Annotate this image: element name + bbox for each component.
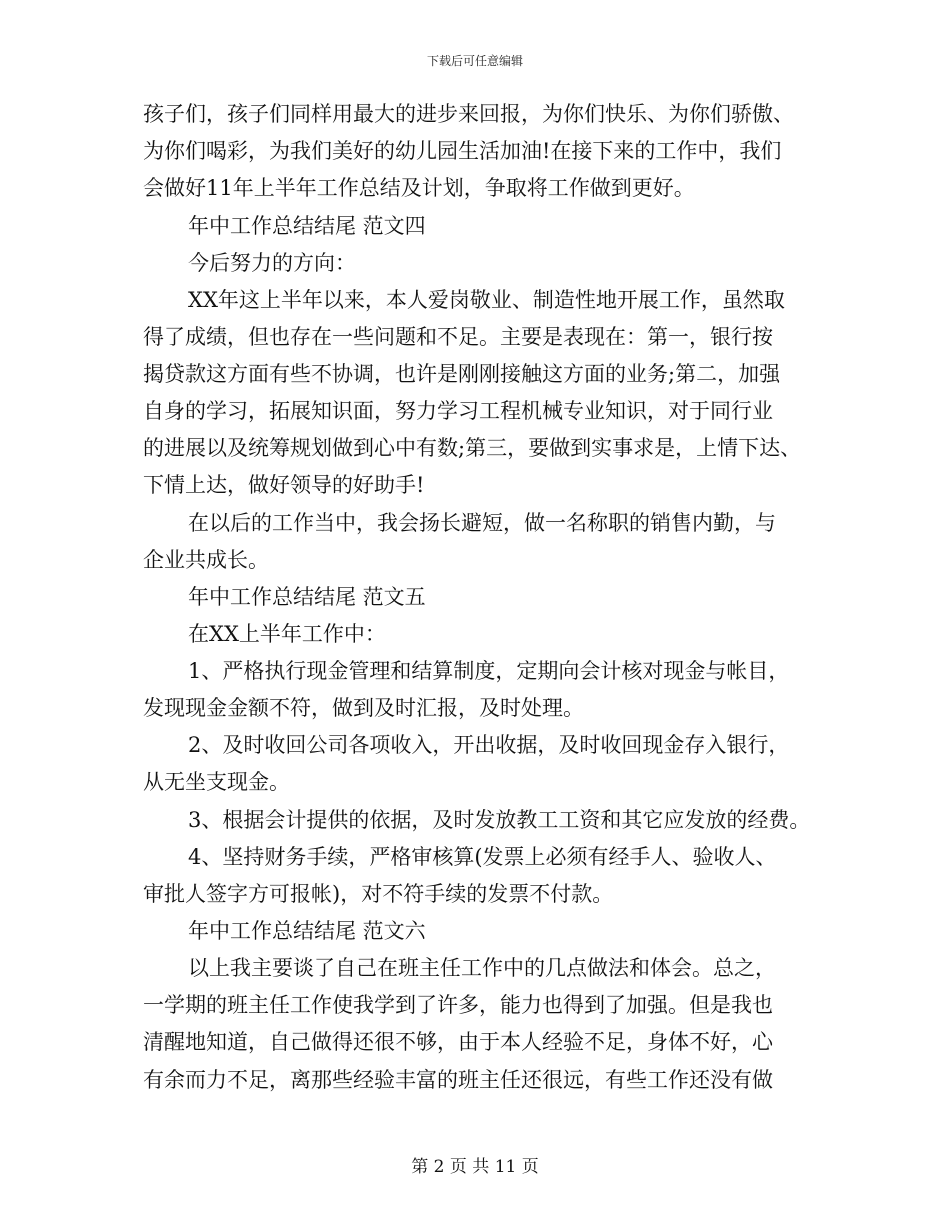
text-line: 的进展以及统筹规划做到心中有数;第三，要做到实事求是，上情下达、 (143, 436, 802, 460)
text-line: 今后努力的方向： (188, 251, 356, 275)
page-header: 下载后可任意编辑 (426, 54, 523, 68)
text-line: 从无坐支现金。 (143, 770, 290, 794)
list-item: 2、及时收回公司各项收入，开出收据，及时收回现金存入银行， (188, 733, 790, 757)
text-line: 在XX上半年工作中： (188, 622, 386, 646)
text-line: 以上我主要谈了自己在班主任工作中的几点做法和体会。总之， (188, 956, 776, 980)
list-item: 4、坚持财务手续，严格审核算(发票上必须有经手人、验收人、 (188, 845, 777, 869)
text-line: 发现现金金额不符，做到及时汇报，及时处理。 (143, 696, 584, 720)
list-item: 3、根据会计提供的依据，及时发放教工工资和其它应发放的经费。 (188, 808, 811, 832)
section-heading: 年中工作总结结尾 范文四 (188, 214, 426, 238)
text-line: 一学期的班主任工作使我学到了许多，能力也得到了加强。但是我也 (143, 993, 773, 1017)
section-heading: 年中工作总结结尾 范文五 (188, 585, 426, 609)
text-line: 为你们喝彩，为我们美好的幼儿园生活加油!在接下来的工作中，我们 (143, 139, 782, 163)
text-line: 孩子们，孩子们同样用最大的进步来回报，为你们快乐、为你们骄傲、 (143, 102, 794, 126)
text-line: 审批人签字方可报帐)，对不符手续的发票不付款。 (143, 882, 614, 906)
list-item: 1、严格执行现金管理和结算制度，定期向会计核对现金与帐目， (188, 659, 790, 683)
text-line: 揭贷款这方面有些不协调，也许是刚刚接触这方面的业务;第二，加强 (143, 362, 781, 386)
text-line: 有余而力不足，离那些经验丰富的班主任还很远，有些工作还没有做 (143, 1068, 773, 1092)
text-line: 清醒地知道，自己做得还很不够，由于本人经验不足，身体不好，心 (143, 1030, 773, 1054)
text-line: 在以后的工作当中，我会扬长避短，做一名称职的销售内勤，与 (188, 511, 776, 535)
section-heading: 年中工作总结结尾 范文六 (188, 919, 426, 943)
text-line: 企业共成长。 (143, 548, 269, 572)
page-number: 第 2 页 共 11 页 (411, 1157, 539, 1177)
text-line: 得了成绩，但也存在一些问题和不足。主要是表现在：第一，银行按 (143, 325, 773, 349)
text-line: 自身的学习，拓展知识面，努力学习工程机械专业知识，对于同行业 (143, 399, 773, 423)
text-line: XX年这上半年以来，本人爱岗敬业、制造性地开展工作，虽然取 (188, 288, 785, 312)
text-line: 下情上达，做好领导的好助手! (143, 473, 425, 497)
text-line: 会做好11年上半年工作总结及计划，争取将工作做到更好。 (143, 176, 695, 200)
